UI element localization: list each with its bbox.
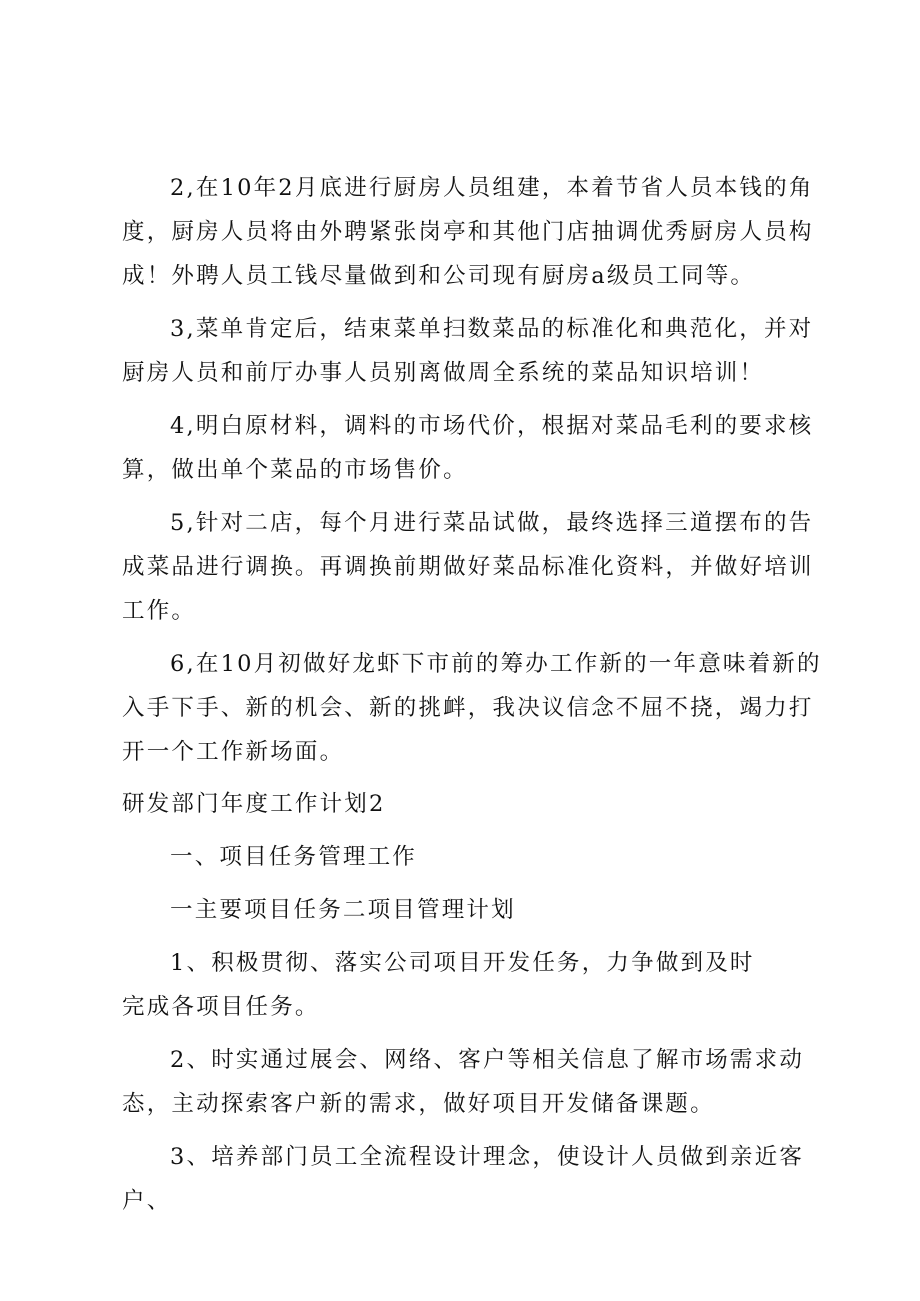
section-item-plan-heading: 一主要项目任务二项目管理计划 <box>170 897 516 923</box>
paragraph-crayfish-preparation: 6,在10月初做好龙虾下市前的筹办工作新的一年意味着新的入手下手、新的机会、新的挑衅，我决议信念不屈不挠，竭力打开一个工作新场面。 <box>122 651 822 765</box>
document-body <box>122 166 830 1223</box>
section-item-task-completion: 1、积极贯彻、落实公司项目开发任务，力争做到及时完成各项目任务。 <box>122 950 755 1020</box>
paragraph-material-pricing: 4,明白原材料，调料的市场代价，根据对菜品毛利的要求核算，做出单个菜品的市场售价。 <box>122 413 814 483</box>
paragraph-menu-standardization: 3,菜单肯定后，结束菜单扫数菜品的标准化和典范化，并对厨房人员和前厅办事人员别离做周全系统的菜品知识培训！ <box>122 316 814 386</box>
section-item-project-management: 一、项目任务管理工作 <box>170 844 418 870</box>
section-item-design-training: 3、培养部门员工全流程设计理念，使设计人员做到亲近客户、 <box>122 1144 805 1214</box>
paragraph-trial-dishes: 5,针对二店，每个月进行菜品试做，最终选择三道摆布的告成菜品进行调换。再调换前期做好菜品标准化资料，并做好培训工作。 <box>122 510 814 624</box>
section-item-market-demand: 2、时实通过展会、网络、客户等相关信息了解市场需求动态，主动探索客户新的需求，做好项目开发储备课题。 <box>122 1047 805 1117</box>
paragraph-kitchen-staffing: 2,在10年2月底进行厨房人员组建，本着节省人员本钱的角度，厨房人员将由外聘紧张岗亭和其他门店抽调优秀厨房人员构成！外聘人员工钱尽量做到和公司现有厨房a级员工同等。 <box>122 175 814 289</box>
section-title: 研发部门年度工作计划2 <box>122 791 386 817</box>
